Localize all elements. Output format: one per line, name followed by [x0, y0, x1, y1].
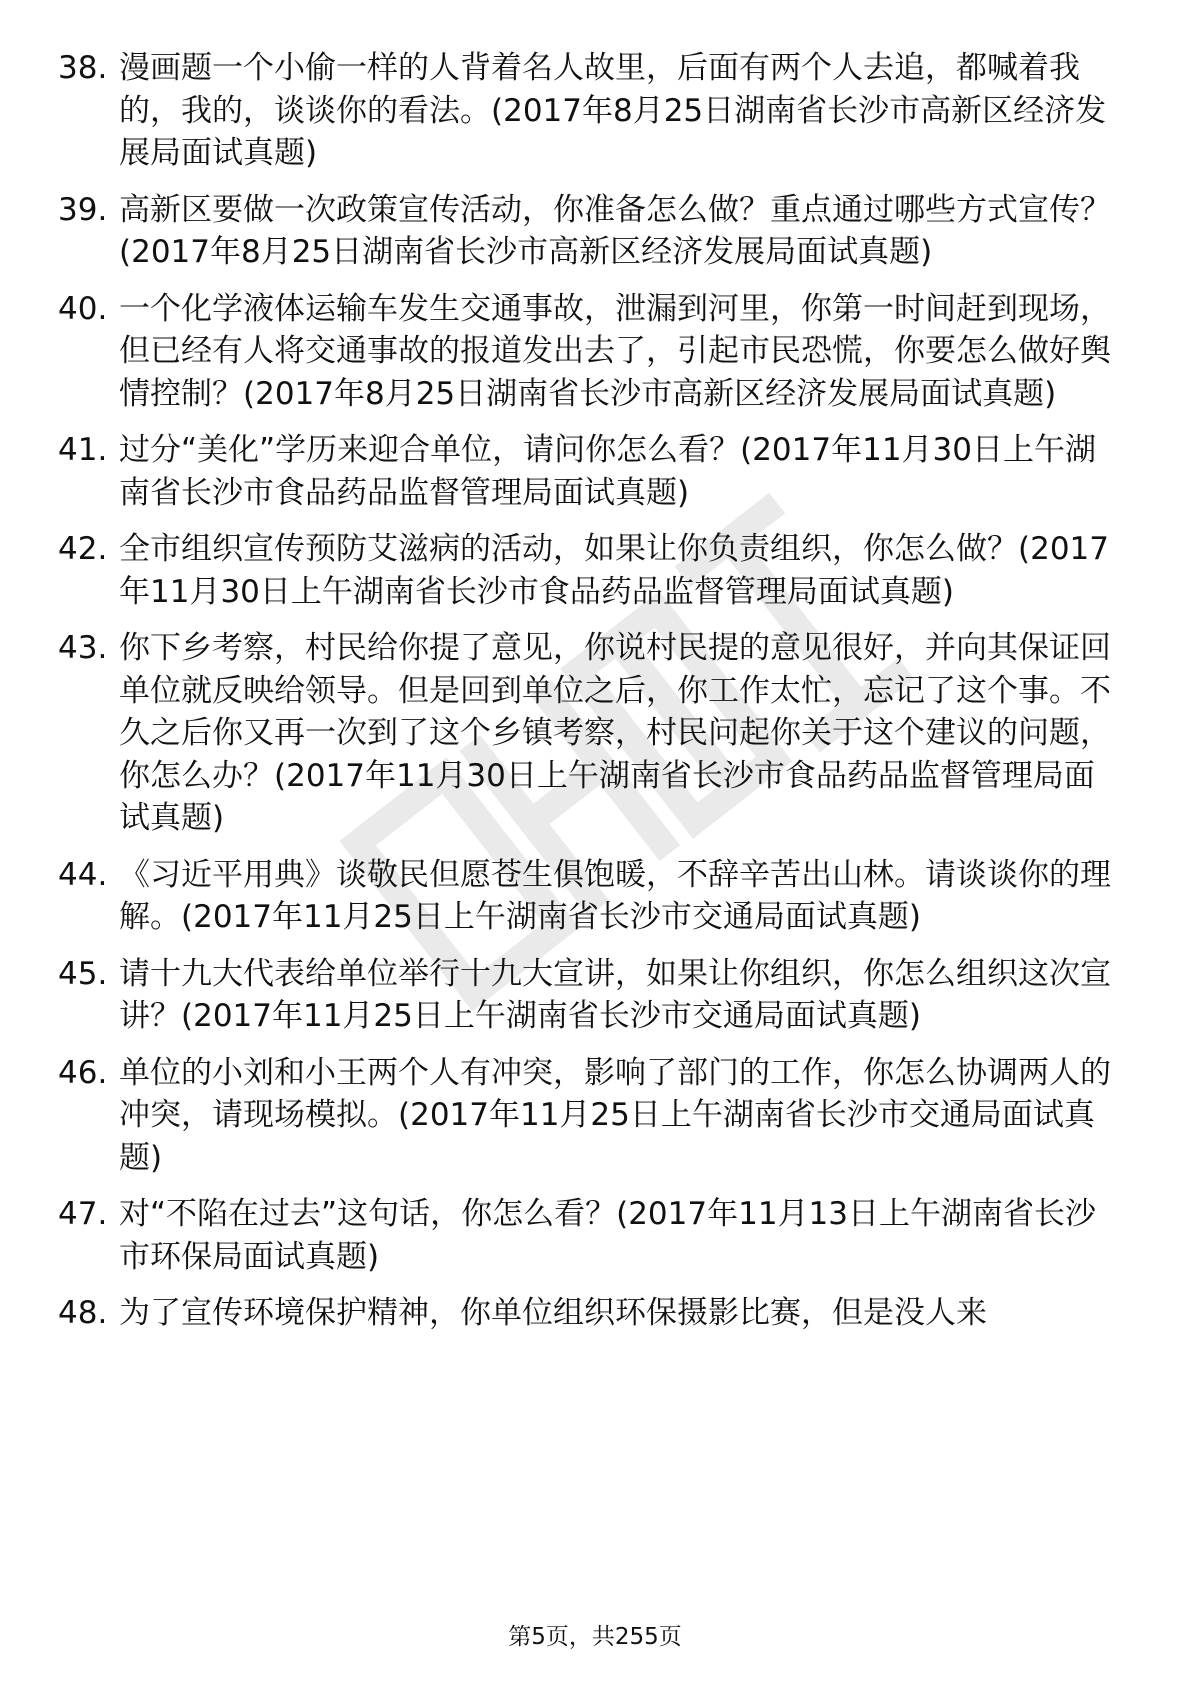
list-item: [0, 47, 1190, 175]
question-text: 漫画题一个小偷一样的人背着名人故里，后面有两个人去追，都喊着我的，我的，谈谈你的看法。(2017年8月25日湖南省长沙市高新区经济发展局面试真题): [119, 50, 1107, 171]
list-item: [0, 429, 1190, 514]
page-number-label: 第5页，共255页: [508, 1624, 682, 1650]
question-text: 对“不陷在过去”这句话，你怎么看？(2017年11月13日上午湖南省长沙市环保局面试真题): [119, 1196, 1096, 1275]
list-item: [0, 627, 1190, 840]
list-item: [0, 1052, 1190, 1180]
question-text: 《习近平用典》谈敬民但愿苍生俱饱暖，不辞辛苦出山林。请谈谈你的理解。(2017年11月25日上午湖南省长沙市交通局面试真题): [119, 856, 1111, 935]
question-text: 一个化学液体运输车发生交通事故，泄漏到河里，你第一时间赶到现场，但已经有人将交通事故的报道发出去了，引起市民恐慌，你要怎么做好舆情控制？(2017年8月25日湖南省长沙市高新区经济发展局面试真题): [119, 290, 1111, 412]
page-footer: [0, 1622, 1190, 1652]
question-text: 单位的小刘和小王两个人有冲突，影响了部门的工作，你怎么协调两人的冲突，请现场模拟。(2017年11月25日上午湖南省长沙市交通局面试真题): [119, 1054, 1111, 1176]
question-text: 过分“美化”学历来迎合单位，请问你怎么看？(2017年11月30日上午湖南省长沙市食品药品监督管理局面试真题): [119, 432, 1096, 511]
question-number: 48.: [58, 1295, 108, 1331]
question-number: 45.: [58, 955, 108, 992]
list-item: [0, 854, 1190, 939]
list-item: [0, 288, 1190, 416]
list-item: [0, 1292, 1190, 1335]
question-number: 38.: [58, 50, 108, 86]
list-item: [0, 1193, 1190, 1278]
question-text: 请十九大代表给单位举行十九大宣讲，如果让你组织，你怎么组织这次宣讲？(2017年11月25日上午湖南省长沙市交通局面试真题): [119, 955, 1111, 1034]
question-number: 47.: [58, 1196, 108, 1232]
question-text: 为了宣传环境保护精神，你单位组织环保摄影比赛，但是没人来: [119, 1295, 987, 1331]
list-item: [0, 953, 1190, 1038]
question-text: 高新区要做一次政策宣传活动，你准备怎么做？重点通过哪些方式宣传？(2017年8月25日湖南省长沙市高新区经济发展局面试真题): [119, 191, 1111, 270]
question-text: 全市组织宣传预防艾滋病的活动，如果让你负责组织，你怎么做？(2017年11月30日上午湖南省长沙市食品药品监督管理局面试真题): [119, 531, 1109, 610]
list-item: [0, 189, 1190, 274]
question-number: 40.: [58, 290, 108, 327]
question-number: 42.: [58, 531, 108, 567]
question-number: 46.: [58, 1054, 108, 1091]
list-item: [0, 528, 1190, 613]
question-text: 你下乡考察，村民给你提了意见，你说村民提的意见很好，并向其保证回单位就反映给领导。但是回到单位之后，你工作太忙，忘记了这个事。不久之后你又再一次到了这个乡镇考察，村民问起你关于这个建议的问题，你怎么办？(2017年11月30日上午湖南省长沙市食品药品监督管理局面试真题): [119, 630, 1111, 836]
question-list: [0, 47, 1190, 1349]
question-number: 39.: [58, 191, 108, 228]
question-number: 44.: [58, 856, 108, 893]
question-number: 41.: [58, 432, 108, 468]
question-number: 43.: [58, 630, 108, 666]
